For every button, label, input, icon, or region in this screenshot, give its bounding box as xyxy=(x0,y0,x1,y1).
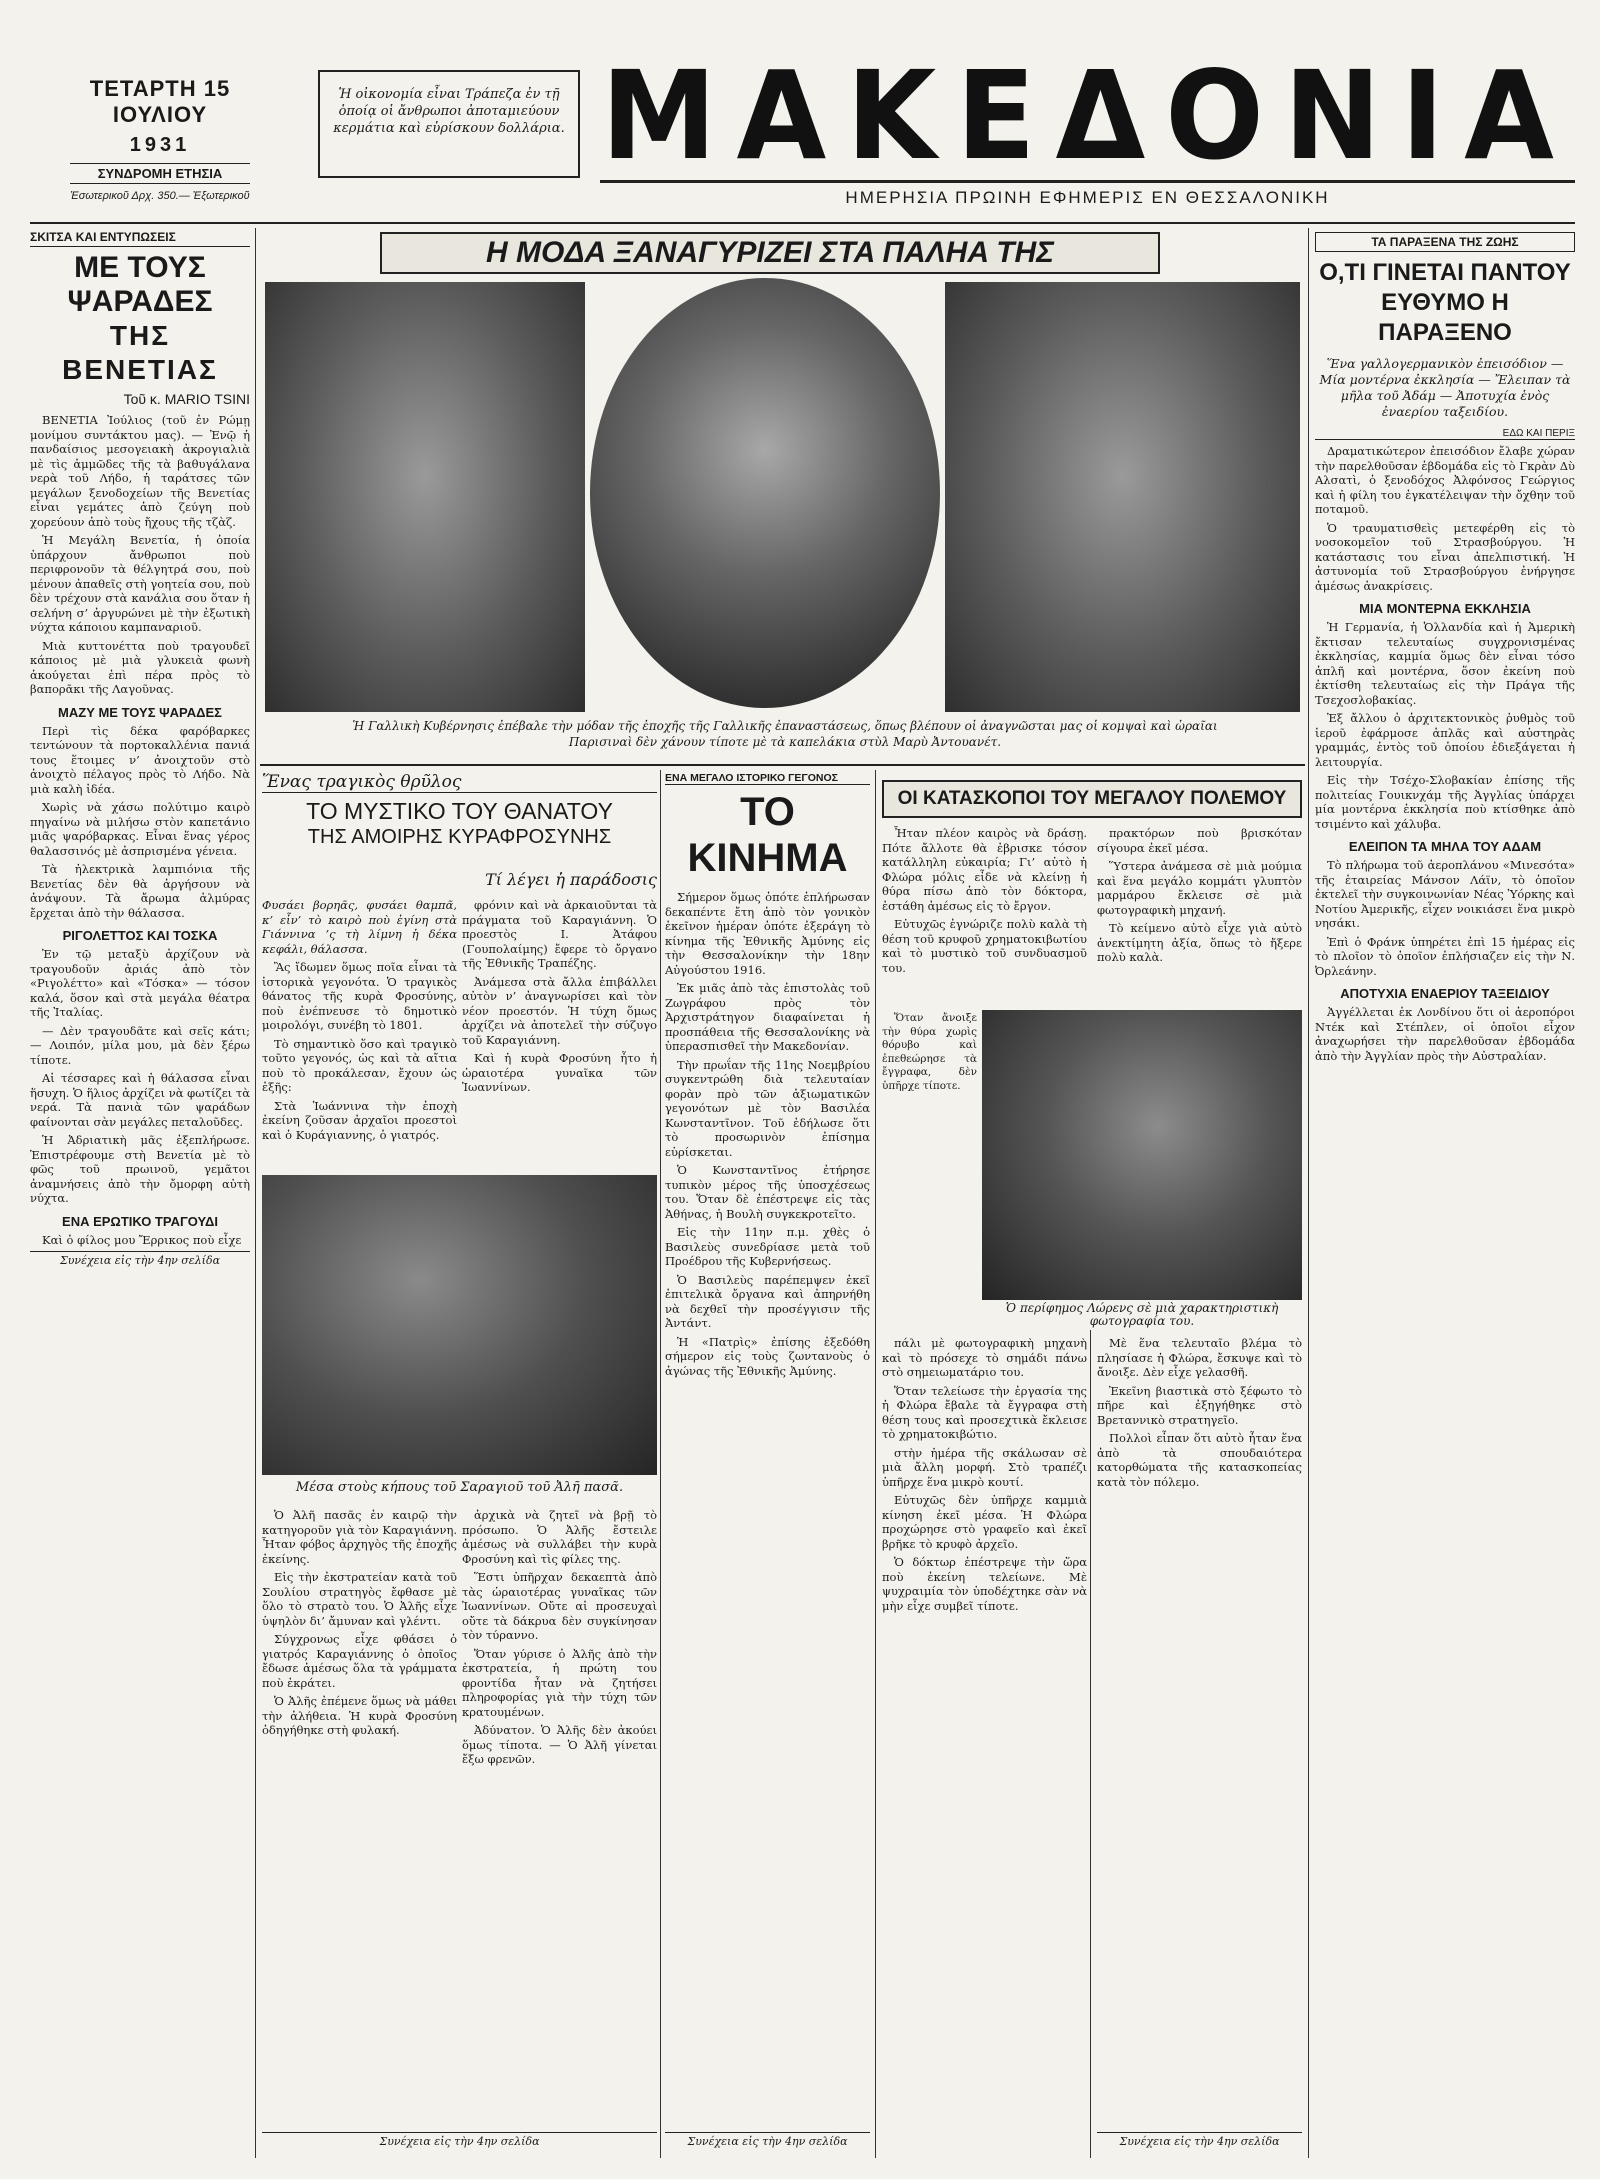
right-tag: ΕΔΩ ΚΑΙ ΠΕΡΙΞ xyxy=(1315,428,1575,440)
kinima-headline-2 xyxy=(665,881,870,882)
spies-col-2 xyxy=(1097,826,1302,1006)
fashion-banner: Η ΜΟΔΑ ΞΑΝΑΓΥΡΙΖΕΙ ΣΤΑ ΠΑΛΗΑ ΤΗΣ xyxy=(380,232,1160,274)
spies-col-1 xyxy=(882,826,1087,1006)
paragraph: Στὰ Ἰωάννινα τὴν ἐποχὴ ἐκείνη ζοῦσαν ἀρχαῖοι προεστοὶ καὶ ὁ Κυράγιαννης, ὁ γιατρός. xyxy=(262,1098,457,1142)
paragraph: Χωρὶς νὰ χάσω πολύτιμο καιρὸ πηγαίνω νὰ μιλήσω στὸν καπετάνιο μιᾶς ψαρόβαρκας. Εἶναι ἕνας γέρος θαλασσινός μὲ ἀσπρισμένα γένεια. xyxy=(30,800,250,858)
header-divider xyxy=(30,222,1575,224)
column-rule xyxy=(1308,228,1309,2158)
paragraph: Ἦταν πλέον καιρὸς νὰ δράσῃ. Πότε ἄλλοτε θὰ ἐβρισκε τόσον κατάλληλη εὐκαιρία; Γι’ αὐτὸ ἡ Φλώρα μόλις εἶδε νὰ κλείνῃ ἡ θύρα πίσω ἀπὸ τὸν δόκτορα, ἐστάθη ἀμέσως εἰς τὸ ἔργον. xyxy=(882,826,1087,913)
kinima-headline-1: ΤΟ ΚΙΝΗΜΑ xyxy=(687,790,848,880)
mystery-kicker: Ἕνας τραγικὸς θρῦλος xyxy=(262,772,657,793)
paragraph: Ὅταν ἄνοιξε τὴν θύρα χωρὶς θόρυβο καὶ ἐπεθεώρησε τὰ ἔγγραφα, δὲν ὑπῆρχε τίποτε. xyxy=(882,1012,977,1092)
paragraph: Ὁ Κωνσταντῖνος ἐτήρησε τυπικὸν μέρος τῆς ὑποσχέσεως του. Ὅταν δὲ ἐπέστρεψε εἰς τὰς Ἀθήνας, ἡ Βουλὴ συγκεκροτεῖτο. xyxy=(665,1163,870,1221)
paragraph: Ἐπὶ ὁ Φράνκ ὑπηρέτει ἐπὶ 15 ἡμέρας εἰς τὸ πλοῖον τὸ ὁποῖον ἐπλήσιαζεν εἰς τὴν Ν. Ὀρλεάνην. xyxy=(1315,934,1575,978)
year: 1931 xyxy=(129,134,191,156)
paragraph: Μιὰ κυττονέττα ποὺ τραγουδεῖ κάποιος μὲ μιὰ γλυκειὰ φωνὴ ἀκούγεται ἐπὶ πέρα πρὸς τὸ βαπορᾶκι τῆς Λαγοῦνας. xyxy=(30,638,250,696)
left-headline-2: ΤΗΣ ΒΕΝΕΤΙΑΣ xyxy=(62,320,218,385)
paragraph: Ἂς ἴδωμεν ὅμως ποῖα εἶναι τὰ ἱστορικὰ γεγονότα. Ὁ τραγικὸς θάνατος τῆς κυρὰ Φροσύνης, ποὺ ἐνέπνευσε τὸ δημοτικὸ μοιρολόγι, συνέβη τὸ 1801. xyxy=(262,960,457,1032)
paragraph: Τὰ ἠλεκτρικὰ λαμπιόνια τῆς Βενετίας δὲν θὰ ἀργήσουν νὰ ἀνάψουν. Τὰ ἄρωμα ἁλμύρας ἔρχεται ἀπὸ τὴν θάλασσα. xyxy=(30,862,250,920)
paragraph: Ἡ Γερμανία, ἡ Ὁλλανδία καὶ ἡ Ἀμερικὴ ἔκτισαν τελευταίως συγχρονισμένας ἐκκλησίας, καμμία ὅμως δὲν εἶναι τόσο ἁπλῆ καὶ μοντέρνα, ὅσον ἐκείνη ποὺ ἐκτίσθη τελευταίως εἰς τὴν Πράγα τῆς Τσεχοσλοβακίας. xyxy=(1315,620,1575,707)
right-subheading: ΕΛΕΙΠΟΝ ΤΑ ΜΗΛΑ ΤΟΥ ΑΔΑΜ xyxy=(1348,839,1542,854)
right-kicker: ΤΑ ΠΑΡΑΞΕΝΑ ΤΗΣ ΖΩΗΣ xyxy=(1315,232,1575,252)
paragraph: Τὸ κείμενο αὐτὸ εἶχε γιὰ αὐτὸ ἀνεκτίμητη ἀξία, ὅπως τὸ ἤξερε πολὺ καλὰ. xyxy=(1097,921,1302,964)
paragraph: Εἰς τὴν ἐκστρατείαν κατὰ τοῦ Σουλίου στρατηγὸς ἔφθασε μὲ ὅλο τὸ στρατὸ του. Ὁ Ἀλῆς εἶχε ὑψηλὸν δι’ ἄμυναν καὶ γλέντι. xyxy=(262,1570,457,1628)
fashion-photo-right xyxy=(945,282,1300,712)
paragraph: Τὴν πρωΐαν τῆς 11ης Νοεμβρίου συγκεντρώθη διὰ τελευταίαν φορὰν πρὸ τῶν ἀξιωματικῶν γεγονότων μὲ τὸν Βασιλέα Κωνσταντῖνον. Τοῦ ἐδήλωσε ὅτι τὸ προσωρινὸν ἐπίσημα εὑρίσκεται. xyxy=(665,1057,870,1159)
left-column xyxy=(30,230,250,2160)
mystery-col-1 xyxy=(262,898,457,1168)
paragraph: Περὶ τὶς δέκα φαρόβαρκες τεντώνουν τὰ πορτοκαλλένια πανιά τους ἕτοιμες ν’ ἀνοιχτοῦν στὸ ἀνοιχτὸ πέλαγος πρὸς τὸ Λήδο. Νὰ μιὰ καλὴ ἰδέα. xyxy=(30,723,250,796)
spies-narrow-col xyxy=(882,1012,977,1330)
spies-col-3 xyxy=(882,1336,1087,2128)
paragraph: Τὸ πλήρωμα τοῦ ἀεροπλάνου «Μινεσότα» τῆς ἑταιρείας Μάνσον Λάϊν, τὸ ὁποῖον ἐκτελεῖ τὴν συγκοινωνίαν Νέας Ὑόρκης καὶ Νοτίου Ἀμερικῆς, εἶχεν νοικιάσει ἕνα μικρὸ νησάκι. xyxy=(1315,858,1575,930)
left-subheading: ΡΙΓΟΛΕΤΤΟΣ ΚΑΙ ΤΟΣΚΑ xyxy=(62,928,218,943)
paragraph: Ὕστερα ἀνάμεσα σὲ μιὰ μούμια καὶ ἕνα μεγάλο κομμάτι γλυπτὸν μαρμάρου ἔκλεισε σὲ μιὰ φωτογραφικὴ μηχανή. xyxy=(1097,859,1302,917)
paragraph: Ὁ τραυματισθεὶς μετεφέρθη εἰς τὸ νοσοκομεῖον τοῦ Στρασβούργου. Ἡ κατάστασις του εἶναι ἀπελπιστική. Ἡ ἀστυνομία τοῦ Στρασβούργου ἐνήργησε ἀμέσως ἀνακρίσεις. xyxy=(1315,520,1575,593)
paragraph: Ἀδύνατον. Ὁ Ἀλῆς δὲν ἀκούει ὅμως τίποτα. — Ὁ Ἀλῆ γίνεται ἔξω φρενῶν. xyxy=(462,1723,657,1766)
paragraph: Ὅταν γύρισε ὁ Ἀλῆς ἀπὸ τὴν ἐκστρατεία, ἡ πρώτη του φροντίδα ἦταν νὰ ζητήσει πληροφορίας γιὰ τὴν τύχη τῶν κρατουμένων. xyxy=(462,1646,657,1719)
paragraph: Ἀνάμεσα στὰ ἄλλα ἐπιβάλλει αὐτὸν ν’ ἀναγνωρίσει καὶ τὸν νέον προεστόν. Ἡ τύχη ὅμως ἀρχίζει νὰ ἀποτελεῖ τὴν σύζυγο τοῦ Καραγιάννη. xyxy=(462,974,657,1047)
paragraph: Ἡ Ἀδριατικὴ μᾶς ἐξεπλήρωσε. Ἐπιστρέφουμε στὴ Βενετία μὲ τὸ φῶς τοῦ πρωινοῦ, γεμᾶτοι ἀναμνήσεις ἀπὸ τὴν ὄμορφη αὐτὴ νύχτα. xyxy=(30,1133,250,1205)
mystery-col-3 xyxy=(262,1508,457,2128)
lawrence-photo-caption: Ὁ περίφημος Λώρενς σὲ μιὰ χαρακτηριστικὴ φωτογραφία του. xyxy=(1005,1302,1279,1328)
mystery-headline-2: ΤΗΣ ΑΜΟΙΡΗΣ ΚΥΡΑΦΡΟΣΥΝΗΣ xyxy=(307,826,612,848)
right-headline-2: ΕΥΘΥΜΟ Η ΠΑΡΑΞΕΝΟ xyxy=(1378,289,1512,346)
continued-note: Συνέχεια εἰς τὴν 4ην σελίδα xyxy=(1097,2132,1302,2152)
masthead-rule xyxy=(600,180,1575,183)
garden-photo xyxy=(262,1175,657,1475)
date-line: ΤΕΤΑΡΤΗ 15 ΙΟΥΛΙΟΥ xyxy=(89,76,231,127)
kinima-body xyxy=(665,890,870,2128)
paragraph: Ἐξ ἄλλου ὁ ἀρχιτεκτονικὸς ῥυθμὸς τοῦ ἱεροῦ ἐφάρμοσε ἁπλᾶς καὶ αὐστηρὰς γραμμάς, ἐντὸς τοῦ ὁποίου ἐδιεξάγεται ἡ λειτουργία. xyxy=(1315,711,1575,769)
paragraph: Αἱ τέσσαρες καὶ ἡ θάλασσα εἶναι ἥσυχη. Ὁ ἥλιος ἀρχίζει νὰ φωτίζει τὰ νερά. Τὰ πανιὰ τῶν ψαράδων φαίνονται σὰν μεγάλες πεταλοῦδες. xyxy=(30,1071,250,1129)
masthead-title: ΜΑΚΕΔΟΝΙΑ xyxy=(601,55,1574,179)
column-rule xyxy=(1090,1330,1091,2158)
right-headline-1: Ο,ΤΙ ΓΙΝΕΤΑΙ ΠΑΝΤΟΥ xyxy=(1319,259,1571,286)
paragraph: Ὁ Βασιλεὺς παρέπεμψεν ἐκεῖ ἐπιτελικὰ ὄργανα καὶ ἀπηρνήθη νὰ δεχθεῖ τὴν προσέγγισιν τῆς Ἀντάντ. xyxy=(665,1272,870,1330)
paragraph: Καὶ ὁ φίλος μου Ἔρρικος ποὺ εἶχε xyxy=(42,1232,242,1247)
paragraph: Ὁ Ἀλῆ πασᾶς ἐν καιρῷ τὴν κατηγοροῦν γιὰ τὸν Καραγιάννη. Ἦταν φόβος ἀρχηγὸς τῆς ἐποχῆς ἐκείνης. xyxy=(262,1508,457,1566)
kinima-kicker: ΕΝΑ ΜΕΓΑΛΟ ΙΣΤΟΡΙΚΟ ΓΕΓΟΝΟΣ xyxy=(665,772,870,785)
fashion-photo-left xyxy=(265,282,585,712)
paragraph: στὴν ἡμέρα τῆς σκάλωσαν σὲ μιὰ ἄλλη μορφή. Στὸ τραπέζι ὑπῆρχε ἕνα μικρὸ κουτί. xyxy=(882,1445,1087,1489)
right-lead: Ἕνα γαλλογερμανικὸν ἐπεισόδιον — Μία μοντέρνα ἐκκλησία — Ἔλειπαν τὰ μῆλα τοῦ Ἀδάμ — Ἀποτυχία ἑνὸς ἐναερίου ταξειδίου. xyxy=(1319,356,1571,419)
paragraph: Ὁ δόκτωρ ἐπέστρεψε τὴν ὥρα ποὺ ἐκείνη τελείωνε. Μὲ ψυχραιμία τὸν ὑποδέχτηκε σὰν νὰ μὴν εἶχε συμβεῖ τίποτε. xyxy=(882,1555,1087,1613)
masthead-subtitle: ΗΜΕΡΗΣΙΑ ΠΡΩΙΝΗ ΕΦΗΜΕΡΙΣ ΕΝ ΘΕΣΣΑΛΟΝΙΚΗ xyxy=(845,188,1330,207)
paragraph: Ἕστι ὑπῆρχαν δεκαεπτὰ ἀπὸ τὰς ὡραιοτέρας γυναῖκας τῶν Ἰωαννίνων. Οὔτε αἱ προσευχαὶ οὔτε τὰ δάκρυα δὲν συγκίνησαν τὸν τύραννο. xyxy=(462,1570,657,1642)
right-subheading: ΑΠΟΤΥΧΙΑ ΕΝΑΕΡΙΟΥ ΤΑΞΕΙΔΙΟΥ xyxy=(1340,986,1550,1001)
garden-photo-caption: Μέσα στοὺς κήπους τοῦ Σαραγιοῦ τοῦ Ἀλῆ πασᾶ. xyxy=(295,1480,624,1495)
paragraph: Εὐτυχῶς ἐγνώριζε πολὺ καλὰ τὴ θέση τοῦ κρυφοῦ χρηματοκιβωτίου καὶ τὸ μυστικὸ τοῦ συνδυασμοῦ του. xyxy=(882,917,1087,975)
date-block xyxy=(60,68,260,203)
left-byline: Τοῦ κ. MARIO TSINI xyxy=(123,391,250,407)
paragraph: Ὁ Ἀλῆς ἐπέμενε ὅμως νὰ μάθει τὴν ἀλήθεια. Ἡ κυρὰ Φροσύνη ὁδηγήθηκε στὴ φυλακή. xyxy=(262,1694,457,1737)
paragraph: Ἡ Μεγάλη Βενετία, ἡ ὁποία ὑπάρχουν ἄνθρωποι ποὺ περιφρονοῦν τὰ θέλγητρά σου, ποὺ μένουν ἀπαθεῖς στὴ γοητεία σου, ποὺ δὲν τρέχουν στὰ κανάλια σου ὅταν ἡ σελήνη σ’ ἀργυρώνει μὲ τὴν ἐξωτικὴ νύχτα κάποιου καμπαναριοῦ. xyxy=(30,533,250,634)
paragraph: Ἡ «Πατρὶς» ἐπίσης ἐξεδόθη σήμερον εἰς τοὺς ζωντανοὺς ὁ ἀγώνας τῆς Ἐθνικῆς Ἀμύνης. xyxy=(665,1334,870,1378)
paragraph: Εἰς τὴν Τσέχο-Σλοβακίαν ἐπίσης τῆς πολιτείας Γουικνχάμ τῆς Ἀγγλίας ὑπάρχει μία μοντέρνα ἐκκλησία ποὺ κτίσθηκε ἀπὸ τσιμέντο καὶ χάλυβα. xyxy=(1315,773,1575,831)
paragraph: πρακτόρων ποὺ βρισκόταν σίγουρα ἐκεῖ μέσα. xyxy=(1097,826,1302,855)
paragraph: Τὸ σημαντικὸ ὅσο καὶ τραγικὸ τοῦτο γεγονός, ὡς καὶ τὰ αἴτια ποὺ τὸ προκάλεσαν, ἔχουν ὡς ἑξῆς: xyxy=(262,1036,457,1094)
left-headline-1: ΜΕ ΤΟΥΣ ΨΑΡΑΔΕΣ xyxy=(67,251,213,318)
right-subheading: ΜΙΑ ΜΟΝΤΕΡΝΑ ΕΚΚΛΗΣΙΑ xyxy=(1359,601,1531,616)
economy-notice: Ἡ οἰκονομία εἶναι Τράπεζα ἐν τῇ ὁποίᾳ οἱ ἄνθρωποι ἀποταμιεύουν κερμάτια καὶ εὑρίσκουν δολλάρια. xyxy=(318,70,580,178)
paragraph: Καὶ ἡ κυρὰ Φροσύνη ἦτο ἡ ὡραιοτέρα γυναῖκα τῶν Ἰωαννίνων. xyxy=(462,1051,657,1094)
kinima-header xyxy=(665,772,870,882)
right-column xyxy=(1315,232,1575,2160)
column-rule xyxy=(660,770,661,2158)
spies-col-4 xyxy=(1097,1336,1302,2128)
paragraph: Ἀγγέλλεται ἐκ Λονδίνου ὅτι οἱ ἀεροπόροι Ντέκ καὶ Στέπλεν, οἱ ὁποῖοι εἶχον ἀναχωρήσει τὴν παρελθοῦσαν ἑβδομάδα ἀπὸ τὴν Ἀγγλίαν πρὸς τὴν Αὐστραλίαν. xyxy=(1315,1005,1575,1063)
paragraph: — Δὲν τραγουδᾶτε καὶ σεῖς κάτι; — Λοιπόν, μίλα μου, μὰ δὲν ξέρω τίποτε. xyxy=(30,1023,250,1067)
left-kicker: ΣΚΙΤΣΑ ΚΑΙ ΕΝΤΥΠΩΣΕΙΣ xyxy=(30,230,250,247)
continued-note: Συνέχεια εἰς τὴν 4ην σελίδα xyxy=(262,2132,657,2152)
paragraph: Δραματικώτερον ἐπεισόδιον ἔλαβε χώραν τὴν παρελθοῦσαν ἑβδομάδα εἰς τὸ Γκρὰν Δὺ Αλσατὶ, ὁ ξενοδόχος Ἀλφόνσος Γεώργιος καὶ ἡ φίλη του ἐγκατέλειψαν τὴν ὄχθην τοῦ ποταμοῦ. xyxy=(1315,444,1575,516)
paragraph: Ἐκεῖνη βιαστικὰ στὸ ξέφωτο τὸ πῆρε καὶ ἐξηγήθηκε στὸ Βρεταννικὸ στρατηγεῖο. xyxy=(1097,1383,1302,1427)
paragraph: Εὐτυχῶς δὲν ὑπῆρχε καμμιὰ κίνηση ἐκεῖ μέσα. Ἡ Φλώρα προχώρησε στὸ γραφεῖο καὶ ἐκεῖ βρῆκε τὸ κρυφὸ ἀρχεῖο. xyxy=(882,1493,1087,1551)
fashion-divider xyxy=(260,764,1305,766)
paragraph: Μὲ ἕνα τελευταῖο βλέμα τὸ πλησίασε ἡ Φλώρα, ἔσκυψε καὶ τὸ ἄνοιξε. Δὲν εἶχε γελασθῆ. xyxy=(1097,1336,1302,1379)
column-rule xyxy=(255,228,256,2158)
paragraph: Ὅταν τελείωσε τὴν ἐργασία της ἡ Φλώρα ἔβαλε τὰ ἔγγραφα στὴ θέση τους καὶ προσεχτικὰ ἔκλεισε τὸ χρηματοκιβώτιο. xyxy=(882,1383,1087,1441)
paragraph: Ἐν τῷ μεταξὺ ἀρχίζουν νὰ τραγουδοῦν ἀριάς ἀπὸ τὸν «Ριγολέττο» καὶ «Τόσκα» — τόσον καλά, ὅσον καὶ στὰ μεγάλα θέατρα τῆς Ἰταλίας. xyxy=(30,947,250,1019)
spies-banner: ΟΙ ΚΑΤΑΣΚΟΠΟΙ ΤΟΥ ΜΕΓΑΛΟΥ ΠΟΛΕΜΟΥ xyxy=(882,780,1302,818)
paragraph: πάλι μὲ φωτογραφικὴ μηχανὴ καὶ τὸ πρόσεχε τὸ σημάδι πάνω στὸ σημειωματάριο του. xyxy=(882,1336,1087,1379)
continued-note: Συνέχεια εἰς τὴν 4ην σελίδα xyxy=(665,2132,870,2152)
subscription-label: ΣΥΝΔΡΟΜΗ ΕΤΗΣΙΑ xyxy=(70,163,250,184)
mystery-poem: Φυσάει βορηᾶς, φυσάει θαμπᾶ, κ’ εἶν’ τὸ καιρὸ ποὺ ἐγίνη στὰ Γιάννινα ’ς τὴ λίμνη ἡ δέκα κεφάλι, θάλασσα. xyxy=(262,898,457,956)
paragraph: φρόνιν καὶ νὰ ἀρκαιοῦνται τὰ πράγματα τοῦ Καραγιάννη. Ὁ προεστὸς Ι. Ἀτάφου (Γουπολαίμης) ἔφερε τὸ ὄργανο τῆς Ἐθνικῆς Τραπέζης. xyxy=(462,898,657,970)
mystery-subtitle: Τί λέγει ἡ παράδοσις xyxy=(485,870,657,889)
paragraph: Ἐκ μιᾶς ἀπὸ τὰς ἐπιστολὰς τοῦ Ζωγράφου πρὸς τὸν Ἀρχιστράτηγον διαφαίνεται ἡ προσπάθεια τῆς Θεσσαλονίκης νὰ ὑπερασπισθεῖ τὴν Μακεδονίαν. xyxy=(665,981,870,1053)
column-rule xyxy=(875,770,876,2158)
paragraph: Πολλοὶ εἶπαν ὅτι αὐτὸ ἦταν ἕνα ἀπὸ τὰ σπουδαιότερα κατορθώματα τῆς κατασκοπείας κατὰ τὸν πόλεμο. xyxy=(1097,1431,1302,1489)
paragraph: Εἰς τὴν 11ην π.μ. χθὲς ὁ Βασιλεὺς συνεδρίασε μετὰ τοῦ Προέδρου τῆς Κυβερνήσεως. xyxy=(665,1225,870,1268)
mystery-col-2 xyxy=(462,898,657,1168)
paragraph: ΒΕΝΕΤΙΑ Ἰούλιος (τοῦ ἐν Ρώμῃ μονίμου συντάκτου μας). — Ἐνῷ ἡ πανδαίσιος μεσογειακὴ ἀκρογιαλιὰ μὲ τὶς ἀμμῶδες τῆς τὰ βαθυγάλανα νερὰ τοῦ Λήδο, ἡ ταράτσες τῶν μεγάλων ξενοδοχείων τῆς Βενετίας εἶναι γεμάτες ἀπὸ ζεύγη ποὺ χορεύουν ἀπὸ τοὺς ἤχους τῆς τζὰζ. xyxy=(30,413,250,529)
left-subheading: ΜΑΖΥ ΜΕ ΤΟΥΣ ΨΑΡΑΔΕΣ xyxy=(58,704,222,720)
mystery-header xyxy=(262,772,657,872)
lawrence-photo xyxy=(982,1010,1302,1300)
paragraph: ἀρχικὰ νὰ ζητεῖ νὰ βρῇ τὸ πρόσωπο. Ὁ Ἀλῆς ἔστειλε ἀμέσως νὰ συλλάβει τὴν κυρὰ Φροσύνη καὶ τὶς φίλες της. xyxy=(462,1508,657,1566)
subscription-prices: Ἐσωτερικοῦ Δρχ. 350.— Ἐξωτερικοῦ xyxy=(70,190,250,202)
mystery-col-4 xyxy=(462,1508,657,2128)
paragraph: Σήμερον ὅμως ὁπότε ἐπλήρωσαν δεκαπέντε ἔτη ἀπὸ τὸν γονικὸν ἐκεῖνον ἡμέραν ὁπότε ἐξεράγη τὸ κίνημα τῆς Ἐθνικῆς Ἀμύνης εἰς τὴν Θεσσαλονίκην τὴν 18ην Αὐγούστου 1916. xyxy=(665,890,870,977)
left-subheading: ΕΝΑ ΕΡΩΤΙΚΟ ΤΡΑΓΟΥΔΙ xyxy=(62,1213,218,1229)
paragraph: Σύγχρονως εἶχε φθάσει ὁ γιατρός Καραγιάννης ὁ ὁποῖος ἔδωσε ἀμέσως ὅλα τὰ γράμματα ποὺ ἐκράτει. xyxy=(262,1632,457,1690)
fashion-photo-center xyxy=(590,278,940,708)
mystery-headline-1: ΤΟ ΜΥΣΤΙΚΟ ΤΟΥ ΘΑΝΑΤΟΥ xyxy=(306,798,613,824)
continued-note: Συνέχεια εἰς τὴν 4ην σελίδα xyxy=(30,1251,250,1267)
fashion-caption: Ἡ Γαλλικὴ Κυβέρνησις ἐπέβαλε τὴν μόδαν τῆς ἐποχῆς τῆς Γαλλικῆς ἐπαναστάσεως, ὅπως βλέπουν οἱ ἀναγνῶσται μας οἱ κομψαὶ καὶ ὡραῖαι Παρισιναὶ δὲν χάνουν τίποτε μὲ τὰ καπελάκια στὺλ Μαρὺ Ἀντουανέτ. xyxy=(352,719,1218,749)
